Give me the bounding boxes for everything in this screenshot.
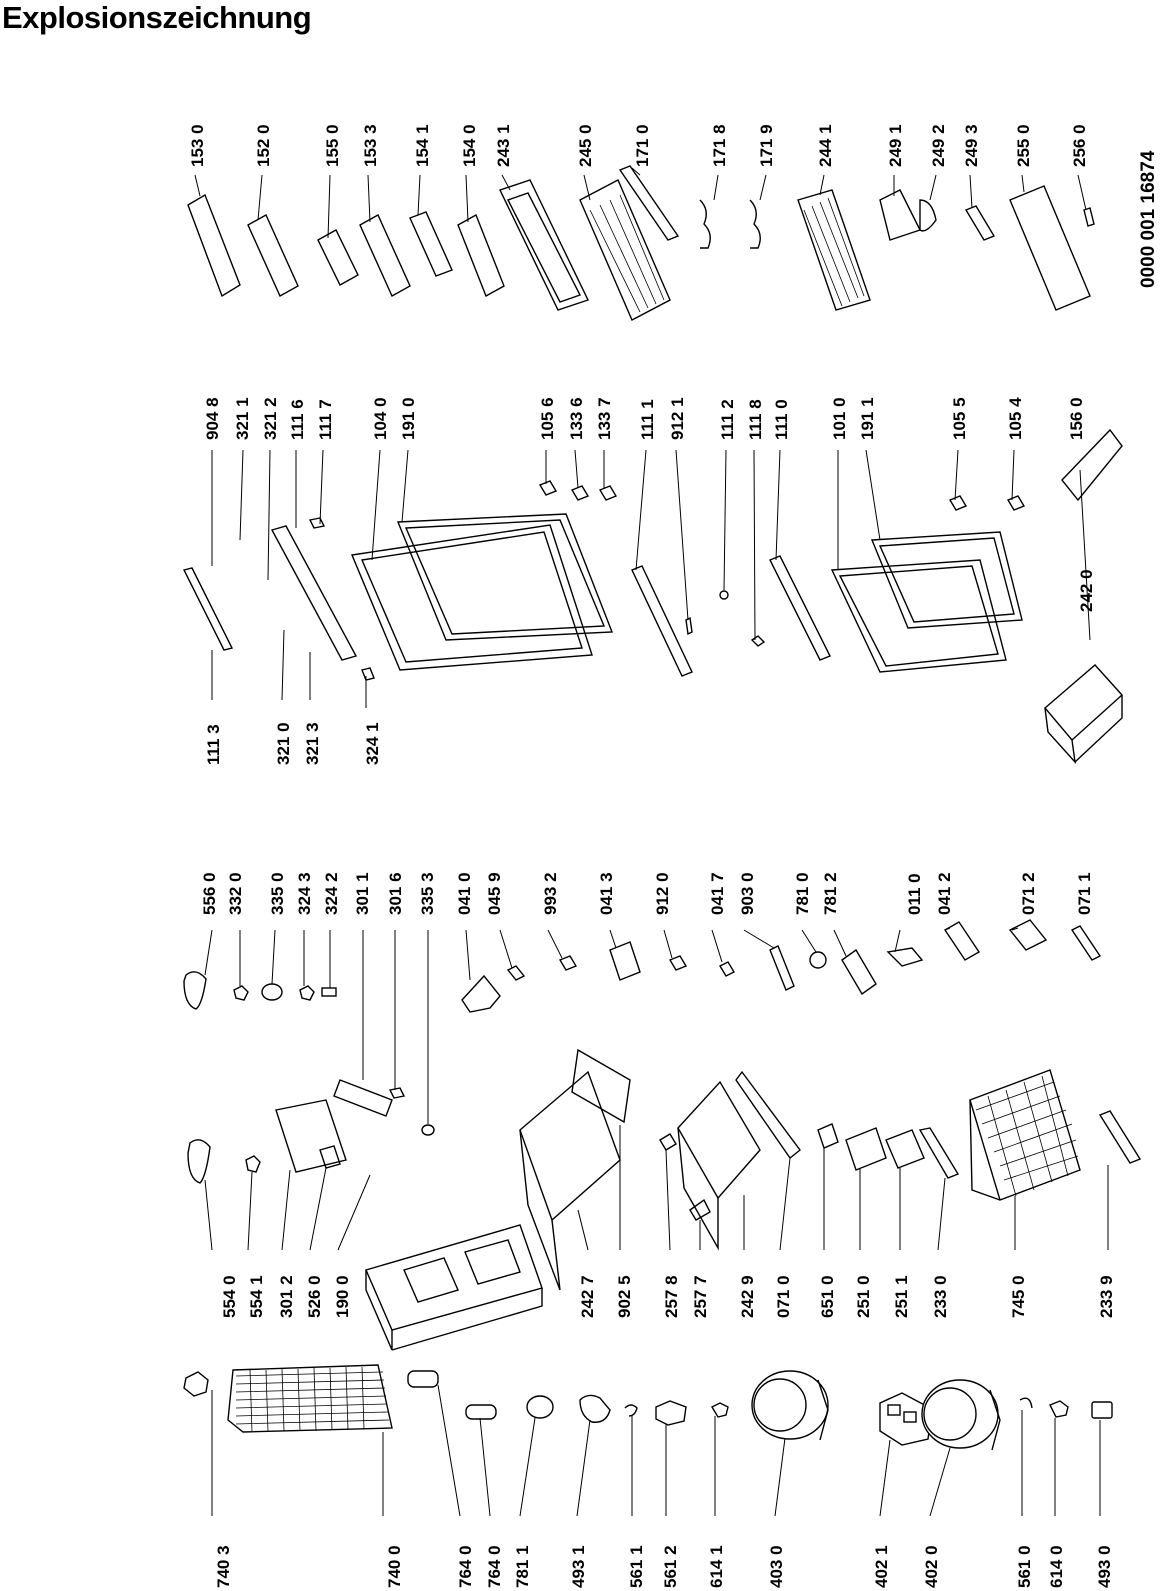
part-label: 614 0 xyxy=(1047,1545,1066,1588)
part-label: 904 8 xyxy=(203,397,222,440)
part-label: 335 3 xyxy=(418,872,437,915)
part-label: 301 6 xyxy=(386,872,405,915)
part-label: 251 1 xyxy=(892,1275,911,1318)
part-label: 071 2 xyxy=(1019,872,1038,915)
part-label: 105 5 xyxy=(950,397,969,440)
page-title: Explosionszeichnung xyxy=(2,0,312,35)
part-label: 045 9 xyxy=(485,872,504,915)
part-label: 493 1 xyxy=(569,1545,588,1588)
part-label: 403 0 xyxy=(767,1545,786,1588)
crisper-drawer-large xyxy=(520,1050,630,1290)
part-label: 243 1 xyxy=(494,124,513,167)
part-label: 133 7 xyxy=(595,397,614,440)
part-label: 740 3 xyxy=(214,1545,233,1588)
part-label: 152 0 xyxy=(254,124,273,167)
fridge-door xyxy=(832,532,1022,672)
part-label: 257 8 xyxy=(662,1275,681,1318)
part-label: 154 1 xyxy=(413,124,432,167)
part-label: 191 0 xyxy=(399,397,418,440)
part-label: 781 1 xyxy=(513,1545,532,1588)
part-label: 111 3 xyxy=(204,724,223,765)
part-label: 071 0 xyxy=(774,1275,793,1318)
part-label: 011 0 xyxy=(905,873,924,915)
part-label: 154 0 xyxy=(460,124,479,167)
part-label: 740 0 xyxy=(385,1545,404,1588)
part-label: 242 0 xyxy=(1077,569,1096,612)
part-label: 324 3 xyxy=(295,872,314,915)
part-label: 902 5 xyxy=(615,1275,634,1318)
part-label: 912 0 xyxy=(653,872,672,915)
part-label: 191 1 xyxy=(858,397,877,440)
part-label: 324 2 xyxy=(322,872,341,915)
part-label: 556 0 xyxy=(200,872,219,915)
part-label: 301 2 xyxy=(277,1275,296,1318)
part-label: 105 6 xyxy=(538,397,557,440)
part-label: 493 0 xyxy=(1095,1545,1114,1588)
part-label: 111 2 xyxy=(718,399,737,440)
part-label: 321 0 xyxy=(274,722,293,765)
part-label: 233 0 xyxy=(931,1275,950,1318)
part-label: 781 2 xyxy=(821,872,840,915)
wire-shelf xyxy=(798,190,870,310)
compressor-2 xyxy=(922,1380,1000,1450)
part-label: 041 3 xyxy=(597,872,616,915)
fridge-drawer xyxy=(1045,665,1122,762)
part-label: 324 1 xyxy=(363,722,382,765)
part-label: 171 8 xyxy=(710,124,729,167)
part-label: 0000 001 16874 xyxy=(1138,150,1159,288)
part-label: 255 0 xyxy=(1014,124,1033,167)
part-label: 245 0 xyxy=(576,124,595,167)
part-label: 104 0 xyxy=(371,397,390,440)
column4-parts xyxy=(184,430,1122,762)
part-label: 242 9 xyxy=(738,1275,757,1318)
part-label: 301 1 xyxy=(353,872,372,915)
column3-parts xyxy=(184,920,1100,1135)
part-label: 912 1 xyxy=(668,397,687,440)
part-label: 745 0 xyxy=(1009,1275,1028,1318)
part-label: 554 1 xyxy=(247,1275,266,1318)
part-label: 402 0 xyxy=(922,1545,941,1588)
part-label: 111 1 xyxy=(638,399,657,440)
part-label: 332 0 xyxy=(226,872,245,915)
part-label: 614 1 xyxy=(707,1545,726,1588)
part-label: 903 0 xyxy=(738,872,757,915)
part-label: 133 6 xyxy=(567,397,586,440)
condenser-coil xyxy=(228,1365,392,1432)
part-label: 993 2 xyxy=(541,872,560,915)
part-label: 781 0 xyxy=(793,872,812,915)
part-label: 156 0 xyxy=(1067,397,1086,440)
part-label: 764 0 xyxy=(485,1545,504,1588)
part-label: 041 2 xyxy=(935,872,954,915)
part-label: 561 0 xyxy=(1015,1545,1034,1588)
part-label: 561 2 xyxy=(661,1545,680,1588)
part-label: 242 7 xyxy=(578,1275,597,1318)
part-label: 111 7 xyxy=(316,399,335,440)
part-label: 651 0 xyxy=(818,1275,837,1318)
freezer-basket-wire xyxy=(970,1070,1080,1200)
part-label: 153 0 xyxy=(188,124,207,167)
part-label: 244 1 xyxy=(816,124,835,167)
column5-parts xyxy=(188,166,1094,320)
part-label: 321 2 xyxy=(261,397,280,440)
part-label: 153 3 xyxy=(361,124,380,167)
compressor-1 xyxy=(752,1371,828,1440)
leader-lines xyxy=(195,168,1108,1516)
part-label: 190 0 xyxy=(333,1275,352,1318)
part-label: 554 0 xyxy=(220,1275,239,1318)
part-label: 335 0 xyxy=(268,872,287,915)
part-label: 402 1 xyxy=(872,1545,891,1588)
crisper-drawer-small xyxy=(660,1072,800,1248)
part-label: 171 0 xyxy=(633,124,652,167)
part-label: 171 9 xyxy=(757,124,776,167)
part-label: 155 0 xyxy=(323,124,342,167)
part-label: 233 9 xyxy=(1097,1275,1116,1318)
part-label: 257 7 xyxy=(691,1275,710,1318)
part-label: 105 4 xyxy=(1006,397,1025,440)
part-label: 249 1 xyxy=(886,124,905,167)
part-label: 111 6 xyxy=(288,399,307,440)
part-label: 101 0 xyxy=(830,397,849,440)
part-label: 249 3 xyxy=(962,124,981,167)
part-label: 764 0 xyxy=(456,1545,475,1588)
column1-parts xyxy=(184,1365,1112,1450)
part-label: 111 8 xyxy=(746,399,765,440)
freezer-door xyxy=(352,514,612,670)
part-label: 321 3 xyxy=(303,722,322,765)
part-label: 111 0 xyxy=(772,399,791,440)
part-label: 256 0 xyxy=(1070,124,1089,167)
part-label: 041 0 xyxy=(455,872,474,915)
glass-shelf-rack xyxy=(580,180,670,320)
part-label: 041 7 xyxy=(708,872,727,915)
part-label: 071 1 xyxy=(1075,872,1094,915)
part-label: 249 2 xyxy=(929,124,948,167)
part-label: 251 0 xyxy=(854,1275,873,1318)
part-label: 526 0 xyxy=(305,1275,324,1318)
fridge-cabinet xyxy=(366,1225,542,1350)
part-number-labels xyxy=(188,124,1159,1588)
part-label: 561 1 xyxy=(627,1545,646,1588)
part-label: 321 1 xyxy=(233,397,252,440)
